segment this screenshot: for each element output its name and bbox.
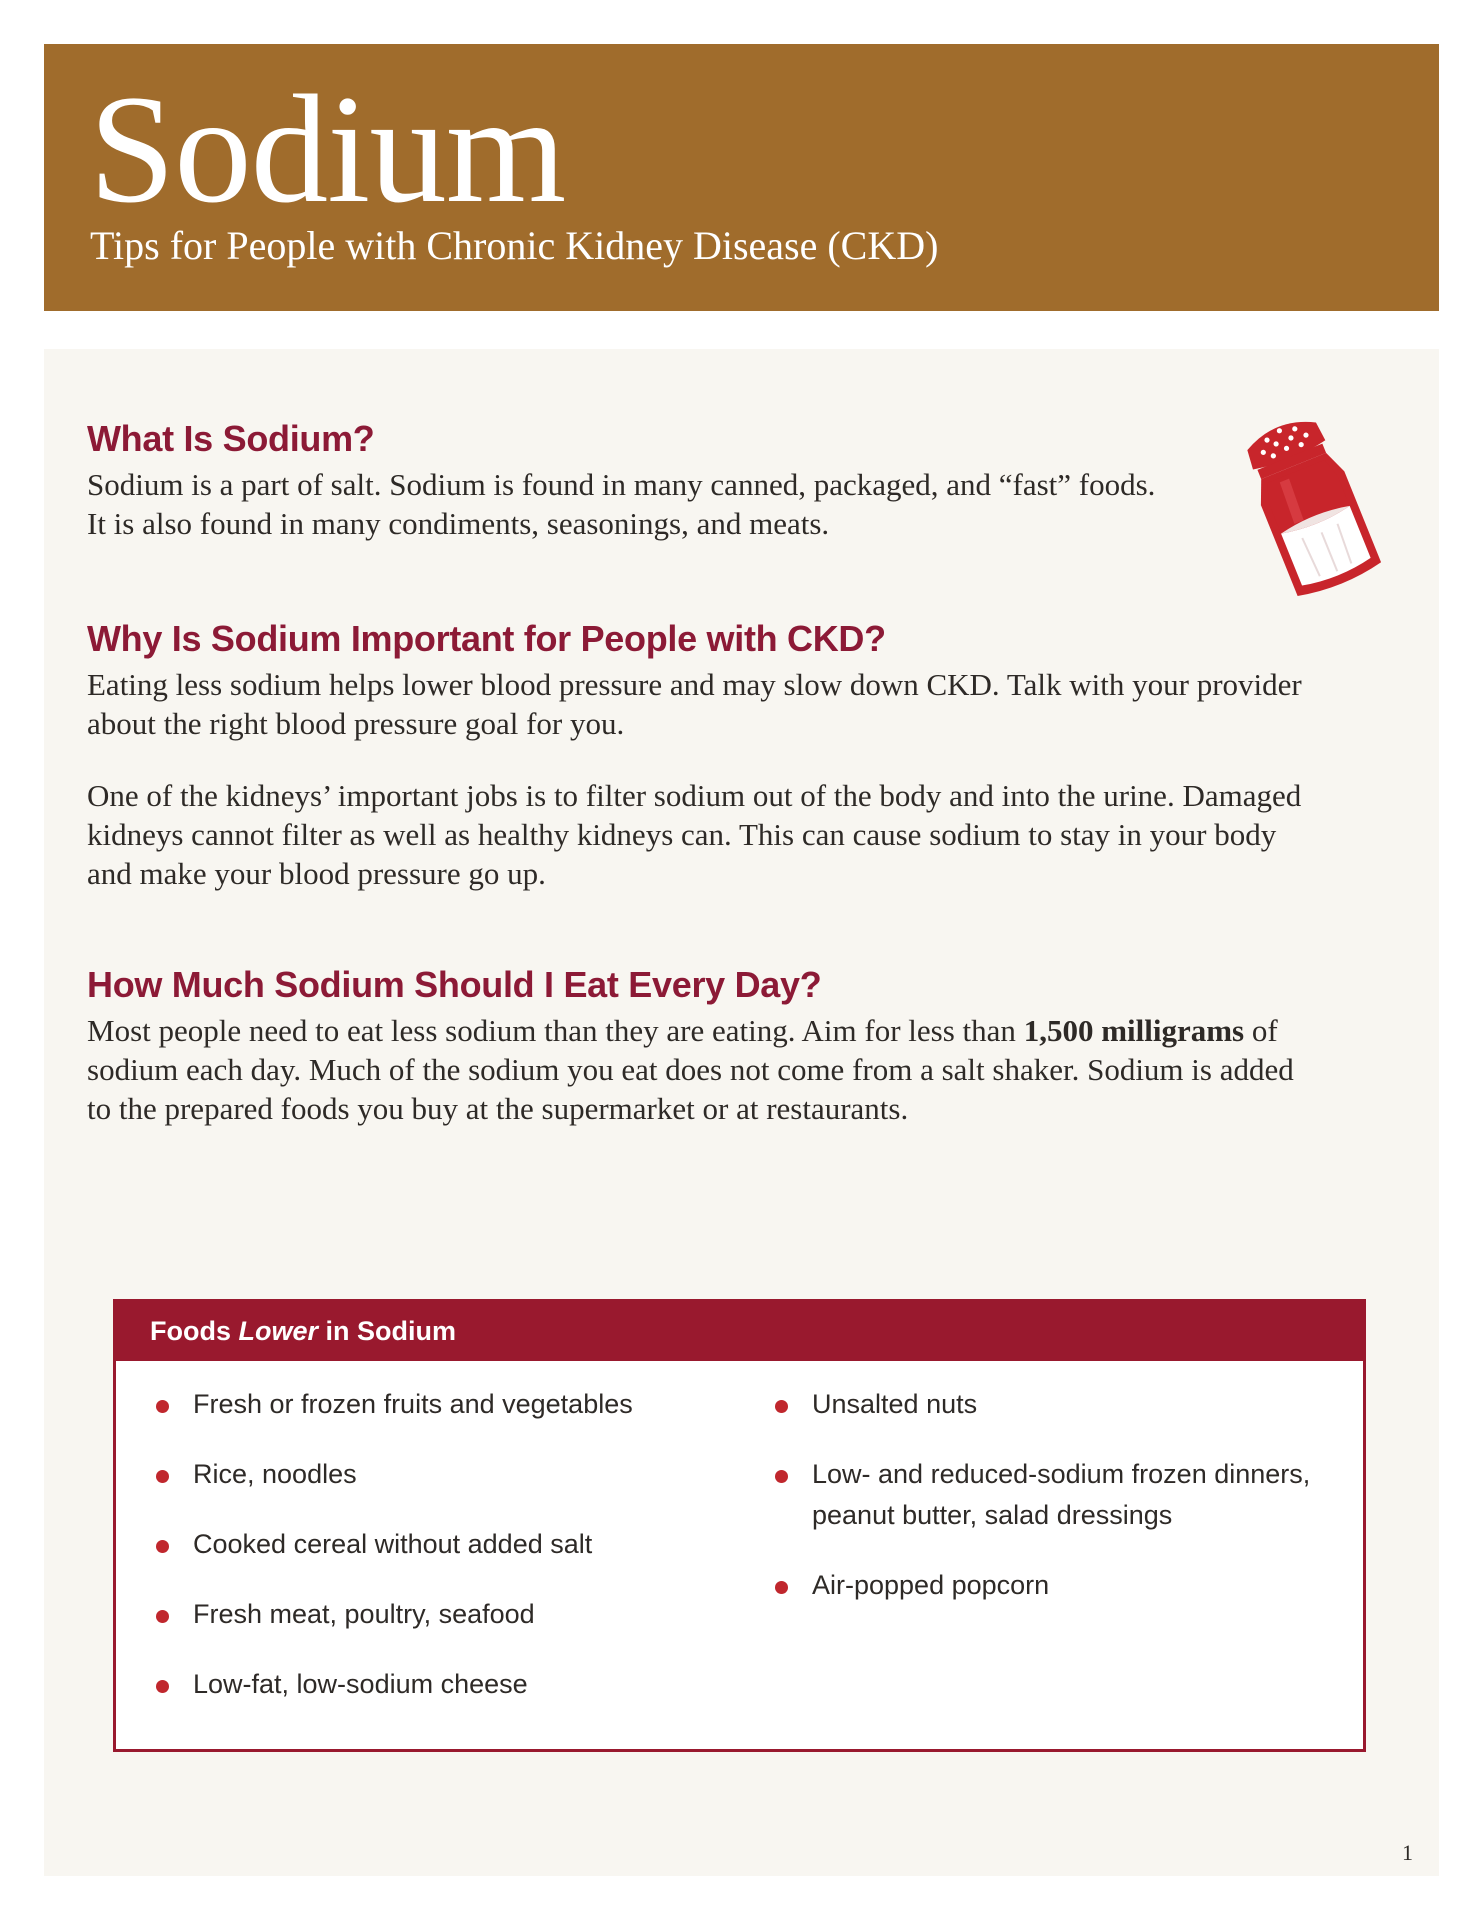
foods-box-title-suffix: in Sodium (318, 1316, 457, 1346)
bullet-dot-icon (156, 1540, 169, 1553)
bullet-dot-icon (156, 1470, 169, 1483)
bullet-dot-icon (775, 1581, 788, 1594)
bullet-dot-icon (156, 1400, 169, 1413)
foods-lower-in-sodium-box (113, 1299, 1366, 1752)
section-paragraph: Sodium is a part of salt. Sodium is found in many canned, packaged, and “fast” foods. It is also found in many condiments, seasonings, and meats. (87, 467, 1156, 541)
list-item-label: Rice, noodles (193, 1459, 357, 1489)
list-item-label: Low- and reduced-sodium frozen dinners, peanut butter, salad dressings (812, 1459, 1311, 1530)
section-heading-why-important: Why Is Sodium Important for People with CKD? (87, 618, 886, 659)
page-subtitle: Tips for People with Chronic Kidney Disease (CKD) (90, 223, 939, 268)
section-heading-how-much: How Much Sodium Should I Eat Every Day? (87, 964, 822, 1005)
foods-box-title-emphasis: Lower (238, 1316, 319, 1346)
content-panel (44, 349, 1439, 1876)
sodium-limit-bold: 1,500 milligrams (1023, 1013, 1245, 1048)
foods-box-title-prefix: Foods (150, 1316, 239, 1346)
section-paragraph (87, 1011, 1322, 1128)
foods-box-header (116, 1302, 1363, 1361)
title-banner (44, 44, 1439, 311)
list-item (770, 1384, 1330, 1425)
foods-list-right (770, 1384, 1330, 1635)
bullet-dot-icon (156, 1610, 169, 1623)
list-item (770, 1454, 1330, 1536)
list-item-label: Unsalted nuts (812, 1389, 978, 1419)
list-item (151, 1454, 711, 1495)
section-paragraph: One of the kidneys’ important jobs is to filter sodium out of the body and into the urine. Damaged kidneys cannot filter as well as healthy kidneys can. This can cause sodium to stay in your body and make your blood pressure go up. (87, 778, 1302, 891)
paragraph-text: of sodium each day. Much of the sodium you eat does not come from a salt shaker. Sodium is added to the prepared foods you buy at the supermarket or at restaurants. (87, 1013, 1294, 1126)
foods-list-left (151, 1384, 711, 1734)
bullet-dot-icon (775, 1470, 788, 1483)
list-item (151, 1664, 711, 1705)
list-item-label: Fresh or frozen fruits and vegetables (193, 1389, 633, 1419)
page-number: 1 (1402, 1840, 1413, 1865)
list-item (151, 1594, 711, 1635)
salt-shaker-icon (1214, 409, 1404, 599)
section-heading-what-is-sodium: What Is Sodium? (87, 418, 375, 459)
list-item (151, 1384, 711, 1425)
list-item-label: Air-popped popcorn (812, 1570, 1050, 1600)
list-item-label: Fresh meat, poultry, seafood (193, 1599, 535, 1629)
list-item (151, 1524, 711, 1565)
section-paragraph: Eating less sodium helps lower blood pressure and may slow down CKD. Talk with your provider about the right blood pressure goal for you. (87, 667, 1302, 741)
bullet-dot-icon (775, 1400, 788, 1413)
list-item-label: Low-fat, low-sodium cheese (193, 1669, 528, 1699)
list-item (770, 1565, 1330, 1606)
bullet-dot-icon (156, 1680, 169, 1693)
paragraph-text: Most people need to eat less sodium than they are eating. Aim for less than (87, 1013, 1024, 1048)
page-title: Sodium (89, 63, 566, 235)
list-item-label: Cooked cereal without added salt (193, 1529, 593, 1559)
